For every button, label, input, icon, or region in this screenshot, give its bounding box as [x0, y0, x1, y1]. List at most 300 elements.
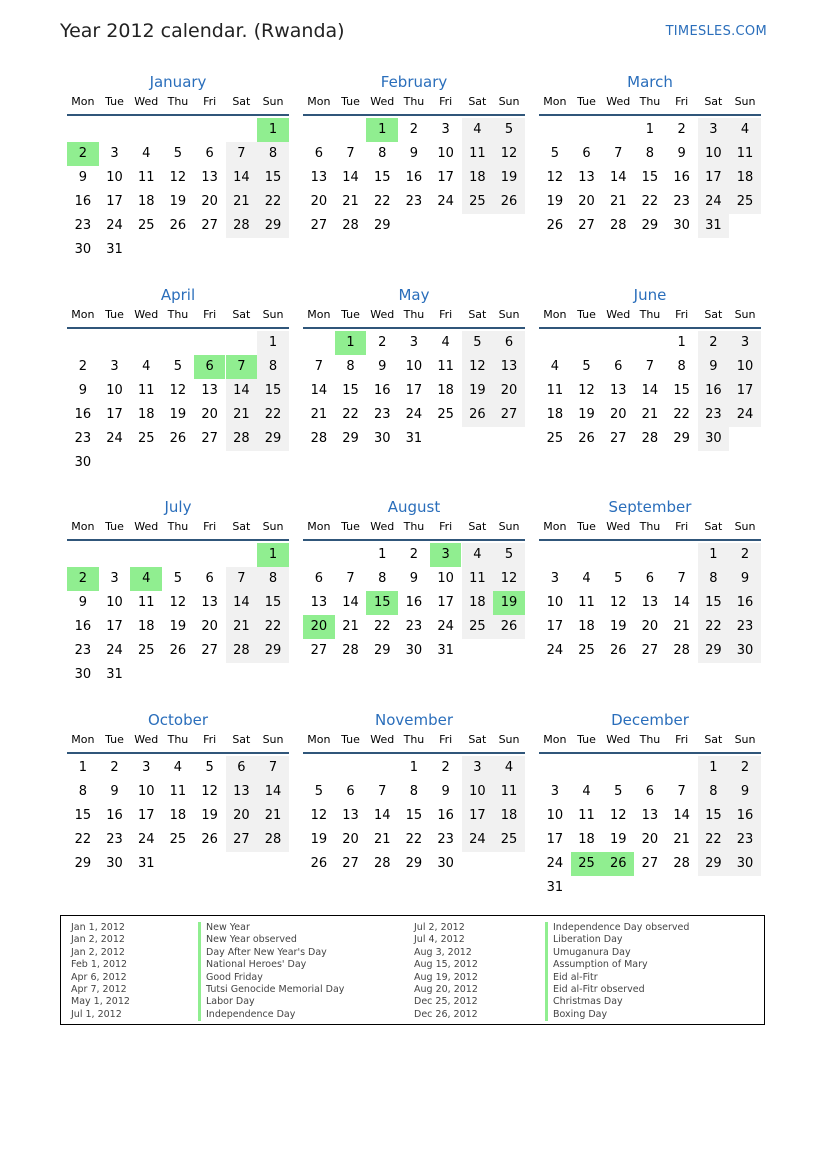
day-cell: 9 [78, 383, 87, 398]
legend-holiday-name: National Heroes' Day [198, 959, 344, 971]
day-cell: 10 [137, 784, 155, 799]
day-cell: 12 [310, 808, 328, 823]
day-cell: 19 [169, 407, 187, 422]
day-cell: 29 [698, 639, 730, 663]
day-cell: 31 [698, 214, 730, 238]
weekday-label: Mon [543, 733, 567, 746]
day-cell: 2 [729, 756, 761, 780]
day-cell: 8 [78, 784, 87, 799]
day-cell: 26 [493, 190, 525, 214]
day-cell: 9 [698, 355, 730, 379]
day-cell: 9 [409, 571, 419, 586]
day-cell: 20 [641, 832, 659, 847]
day-cell: 26 [493, 615, 525, 639]
day-cell: 18 [462, 591, 494, 615]
day-cell: 27 [578, 218, 595, 233]
day-cell: 11 [462, 567, 494, 591]
day-cell: 10 [546, 808, 564, 823]
day-cell: 28 [310, 431, 328, 446]
weekday-label: Sun [734, 308, 756, 321]
legend-date: Aug 20, 2012 [414, 983, 478, 995]
day-cell: 30 [373, 431, 391, 446]
day-cell: 13 [226, 780, 258, 804]
day-cell: 29 [405, 856, 423, 871]
weekday-label: Sat [232, 733, 251, 746]
legend-date: Aug 19, 2012 [414, 971, 478, 983]
holiday-day-cell: 15 [366, 591, 398, 615]
weekday-label: Thu [167, 733, 189, 746]
day-cell: 28 [226, 639, 258, 663]
month-name: August [387, 498, 441, 516]
day-cell: 29 [373, 218, 391, 233]
holiday-day-cell: 3 [430, 543, 462, 567]
weekday-label: Tue [105, 520, 124, 533]
day-cell: 6 [645, 571, 655, 586]
weekday-label: Fri [439, 733, 453, 746]
day-cell: 11 [169, 784, 187, 799]
day-cell: 10 [698, 142, 730, 166]
day-cell: 5 [173, 571, 183, 586]
day-cell: 16 [74, 194, 92, 209]
legend-date: Jul 4, 2012 [414, 934, 465, 946]
weekday-label: Wed [606, 520, 631, 533]
day-cell: 30 [673, 218, 690, 233]
day-cell: 30 [74, 242, 92, 257]
day-cell: 22 [257, 190, 289, 214]
day-cell: 11 [493, 780, 525, 804]
day-cell: 7 [645, 359, 655, 374]
month-january [67, 72, 289, 262]
day-cell: 28 [226, 214, 258, 238]
day-cell: 13 [310, 595, 328, 610]
day-cell: 3 [729, 331, 761, 355]
weekday-label: Tue [577, 308, 596, 321]
weekday-label: Mon [307, 95, 331, 108]
day-cell: 2 [378, 335, 387, 350]
day-cell: 24 [698, 190, 730, 214]
day-cell: 3 [462, 756, 494, 780]
day-cell: 10 [106, 595, 123, 610]
day-cell: 2 [110, 760, 119, 775]
day-cell: 26 [201, 832, 218, 847]
day-cell: 18 [137, 619, 155, 634]
day-cell: 17 [546, 832, 564, 847]
day-cell: 14 [226, 591, 258, 615]
day-cell: 5 [614, 784, 623, 799]
day-cell: 3 [110, 146, 119, 161]
weekday-label: Fri [439, 308, 453, 321]
weekday-label: Wed [606, 308, 631, 321]
day-cell: 11 [437, 359, 454, 374]
weekday-label: Mon [543, 308, 567, 321]
day-cell: 30 [405, 643, 423, 658]
day-cell: 26 [578, 431, 595, 446]
month-september [539, 497, 761, 687]
day-cell: 5 [550, 146, 559, 161]
day-cell: 28 [342, 218, 359, 233]
day-cell: 22 [373, 619, 391, 634]
day-cell: 15 [373, 170, 391, 185]
day-cell: 12 [493, 567, 525, 591]
weekday-label: Tue [105, 95, 124, 108]
day-cell: 17 [137, 808, 155, 823]
day-cell: 19 [578, 407, 595, 422]
day-cell: 21 [673, 619, 690, 634]
day-cell: 4 [142, 359, 151, 374]
header-rule [303, 327, 525, 329]
day-cell: 20 [226, 804, 258, 828]
day-cell: 23 [373, 407, 391, 422]
day-cell: 11 [578, 808, 595, 823]
weekday-label: Mon [71, 520, 95, 533]
legend-date: Feb 1, 2012 [71, 959, 128, 971]
day-cell: 1 [257, 331, 289, 355]
day-cell: 15 [257, 591, 289, 615]
day-cell: 29 [342, 431, 359, 446]
day-cell: 25 [169, 832, 187, 847]
weekday-label: Sat [468, 520, 487, 533]
holiday-day-cell: 6 [194, 355, 226, 379]
day-cell: 13 [641, 808, 659, 823]
day-cell: 15 [698, 804, 730, 828]
weekday-header [67, 94, 289, 110]
weekday-label: Mon [71, 308, 95, 321]
weekday-label: Mon [543, 95, 567, 108]
day-cell: 12 [609, 808, 627, 823]
day-cell: 8 [346, 359, 355, 374]
month-march [539, 72, 761, 262]
day-cell: 14 [257, 780, 289, 804]
day-cell: 2 [729, 543, 761, 567]
weekday-label: Mon [307, 308, 331, 321]
day-cell: 23 [106, 832, 123, 847]
day-cell: 10 [106, 383, 123, 398]
day-cell: 15 [74, 808, 92, 823]
day-cell: 12 [546, 170, 564, 185]
day-cell: 29 [257, 214, 289, 238]
day-cell: 11 [462, 142, 494, 166]
weekday-label: Sat [704, 520, 723, 533]
day-cell: 8 [257, 142, 289, 166]
weekday-label: Fri [675, 308, 689, 321]
header-rule [539, 327, 761, 329]
day-cell: 24 [462, 828, 494, 852]
day-cell: 26 [310, 856, 328, 871]
weekday-header [539, 732, 761, 748]
day-cell: 22 [405, 832, 423, 847]
day-cell: 4 [441, 335, 450, 350]
day-cell: 23 [74, 643, 92, 658]
day-cell: 6 [314, 146, 323, 161]
day-cell: 12 [578, 383, 595, 398]
day-cell: 21 [342, 619, 359, 634]
day-cell: 24 [546, 643, 564, 658]
holiday-day-cell: 7 [226, 355, 258, 379]
legend-date: Jul 2, 2012 [414, 922, 465, 933]
day-cell: 21 [226, 615, 258, 639]
day-cell: 25 [578, 643, 595, 658]
day-cell: 19 [169, 619, 187, 634]
day-cell: 14 [226, 379, 258, 403]
day-cell: 8 [257, 567, 289, 591]
day-cell: 25 [137, 643, 155, 658]
day-cell: 13 [641, 595, 659, 610]
day-cell: 27 [310, 218, 328, 233]
day-cell: 9 [378, 359, 387, 374]
legend-date: Aug 15, 2012 [414, 959, 478, 971]
day-cell: 22 [373, 194, 391, 209]
day-cell: 27 [201, 431, 218, 446]
weekday-header [303, 732, 525, 748]
weekday-label: Wed [370, 95, 395, 108]
day-cell: 19 [546, 194, 564, 209]
day-cell: 17 [546, 619, 564, 634]
day-cell: 28 [373, 856, 391, 871]
day-cell: 23 [673, 194, 690, 209]
weekday-label: Fri [439, 95, 453, 108]
weekday-label: Fri [203, 308, 217, 321]
legend-date: Jul 1, 2012 [71, 1008, 122, 1020]
day-cell: 19 [609, 619, 627, 634]
day-cell: 20 [201, 194, 218, 209]
legend-holiday-name: Tutsi Genocide Memorial Day [198, 984, 344, 996]
day-cell: 16 [437, 808, 454, 823]
day-cell: 2 [441, 760, 450, 775]
weekday-label: Thu [403, 520, 425, 533]
day-cell: 21 [257, 804, 289, 828]
weekday-label: Tue [341, 95, 360, 108]
weekday-header [539, 307, 761, 323]
holiday-day-cell: 19 [493, 591, 525, 615]
day-cell: 17 [106, 407, 123, 422]
day-cell: 7 [257, 756, 289, 780]
weekday-label: Fri [439, 520, 453, 533]
day-cell: 4 [582, 784, 591, 799]
day-cell: 28 [641, 431, 659, 446]
day-cell: 7 [677, 784, 686, 799]
weekday-label: Sun [734, 733, 756, 746]
month-name: April [160, 286, 196, 304]
day-cell: 28 [609, 218, 627, 233]
day-cell: 3 [550, 571, 559, 586]
header-rule [67, 114, 289, 116]
weekday-label: Mon [307, 733, 331, 746]
day-cell: 25 [462, 190, 494, 214]
day-cell: 11 [578, 595, 595, 610]
day-cell: 11 [137, 383, 155, 398]
day-cell: 15 [342, 383, 359, 398]
day-cell: 1 [378, 547, 387, 562]
day-cell: 10 [106, 170, 123, 185]
holiday-day-cell: 1 [366, 118, 398, 142]
holiday-day-cell: 26 [602, 852, 634, 876]
holiday-day-cell: 4 [130, 567, 162, 591]
day-cell: 17 [106, 194, 123, 209]
day-cell: 29 [257, 639, 289, 663]
day-cell: 25 [437, 407, 454, 422]
day-cell: 1 [645, 122, 655, 137]
day-cell: 4 [729, 118, 761, 142]
day-cell: 11 [729, 142, 761, 166]
day-cell: 26 [169, 643, 187, 658]
legend-date: Jan 2, 2012 [71, 934, 125, 946]
weekday-label: Tue [341, 520, 360, 533]
day-cell: 19 [493, 166, 525, 190]
day-cell: 8 [698, 567, 730, 591]
day-cell: 23 [729, 828, 761, 852]
weekday-label: Fri [203, 733, 217, 746]
legend-holiday-name: Liberation Day [545, 934, 689, 946]
weekday-label: Sun [262, 308, 284, 321]
weekday-label: Mon [307, 520, 331, 533]
day-cell: 5 [173, 359, 183, 374]
day-cell: 16 [673, 170, 690, 185]
month-name: July [164, 498, 192, 516]
day-cell: 26 [169, 431, 187, 446]
site-link[interactable]: TIMESLES.COM [665, 24, 767, 39]
day-cell: 3 [698, 118, 730, 142]
day-cell: 14 [373, 808, 391, 823]
day-cell: 16 [729, 591, 761, 615]
legend-names-column-1 [198, 922, 344, 1021]
day-cell: 24 [137, 832, 155, 847]
day-cell: 9 [110, 784, 119, 799]
day-cell: 2 [409, 122, 419, 137]
day-cell: 14 [609, 170, 627, 185]
weekday-label: Wed [370, 733, 395, 746]
day-cell: 9 [409, 146, 419, 161]
day-cell: 5 [493, 543, 525, 567]
day-cell: 16 [74, 407, 92, 422]
day-cell: 14 [673, 808, 690, 823]
day-cell: 7 [346, 146, 355, 161]
day-cell: 15 [257, 379, 289, 403]
day-cell: 18 [137, 407, 155, 422]
header-rule [303, 539, 525, 541]
weekday-label: Tue [577, 733, 596, 746]
day-cell: 21 [310, 407, 328, 422]
day-cell: 29 [641, 218, 659, 233]
day-cell: 14 [226, 166, 258, 190]
holiday-day-cell: 1 [335, 331, 367, 355]
day-cell: 21 [609, 194, 627, 209]
legend-date: Jan 1, 2012 [71, 922, 125, 933]
day-cell: 30 [698, 427, 730, 451]
weekday-label: Thu [403, 733, 425, 746]
day-cell: 10 [546, 595, 564, 610]
day-cell: 4 [142, 146, 151, 161]
weekday-label: Sun [498, 520, 520, 533]
day-cell: 2 [78, 359, 87, 374]
legend-date: Apr 7, 2012 [71, 983, 127, 995]
legend-holiday-name: New Year [198, 922, 344, 934]
weekday-label: Wed [606, 733, 631, 746]
weekday-label: Thu [167, 95, 189, 108]
weekday-label: Wed [606, 95, 631, 108]
day-cell: 17 [106, 619, 123, 634]
month-name: June [633, 286, 667, 304]
day-cell: 5 [205, 760, 214, 775]
header-rule [539, 114, 761, 116]
legend-names-column-2 [545, 922, 689, 1021]
day-cell: 25 [493, 828, 525, 852]
holiday-day-cell: 2 [67, 142, 99, 166]
day-cell: 9 [729, 567, 761, 591]
day-cell: 25 [729, 190, 761, 214]
month-name: March [627, 73, 673, 91]
weekday-header [539, 519, 761, 535]
day-cell: 16 [729, 804, 761, 828]
header-rule [67, 752, 289, 754]
weekday-label: Sat [704, 95, 723, 108]
weekday-label: Sun [734, 95, 756, 108]
day-cell: 6 [645, 784, 655, 799]
day-cell: 4 [173, 760, 183, 775]
month-december [539, 710, 761, 900]
day-cell: 29 [373, 643, 391, 658]
day-cell: 22 [342, 407, 359, 422]
day-cell: 18 [437, 383, 454, 398]
weekday-header [303, 94, 525, 110]
weekday-label: Sun [262, 520, 284, 533]
day-cell: 22 [641, 194, 659, 209]
day-cell: 29 [74, 856, 92, 871]
day-cell: 6 [582, 146, 591, 161]
day-cell: 10 [405, 359, 423, 374]
weekday-header [67, 732, 289, 748]
day-cell: 6 [205, 571, 214, 586]
day-cell: 26 [462, 403, 494, 427]
day-cell: 19 [169, 194, 187, 209]
month-august [303, 497, 525, 687]
weekday-label: Sun [498, 95, 520, 108]
day-cell: 20 [578, 194, 595, 209]
day-cell: 6 [346, 784, 355, 799]
day-cell: 4 [493, 756, 525, 780]
day-cell: 3 [441, 122, 450, 137]
day-cell: 16 [698, 379, 730, 403]
day-cell: 27 [493, 403, 525, 427]
day-cell: 12 [609, 595, 627, 610]
day-cell: 18 [578, 619, 595, 634]
day-cell: 29 [257, 427, 289, 451]
day-cell: 30 [729, 639, 761, 663]
day-cell: 27 [641, 643, 659, 658]
day-cell: 23 [729, 615, 761, 639]
day-cell: 29 [673, 431, 690, 446]
weekday-label: Mon [71, 95, 95, 108]
day-cell: 29 [698, 852, 730, 876]
day-cell: 9 [729, 780, 761, 804]
weekday-label: Sat [232, 520, 251, 533]
month-november [303, 710, 525, 900]
day-cell: 12 [493, 142, 525, 166]
day-cell: 17 [698, 166, 730, 190]
day-cell: 21 [373, 832, 391, 847]
weekday-header [303, 307, 525, 323]
legend-holiday-name: Assumption of Mary [545, 959, 689, 971]
day-cell: 17 [729, 379, 761, 403]
day-cell: 1 [677, 335, 686, 350]
day-cell: 28 [673, 643, 690, 658]
day-cell: 6 [226, 756, 258, 780]
day-cell: 12 [169, 383, 187, 398]
day-cell: 31 [106, 242, 123, 257]
day-cell: 27 [201, 643, 218, 658]
weekday-label: Sat [468, 308, 487, 321]
day-cell: 23 [698, 403, 730, 427]
month-name: February [380, 73, 448, 91]
